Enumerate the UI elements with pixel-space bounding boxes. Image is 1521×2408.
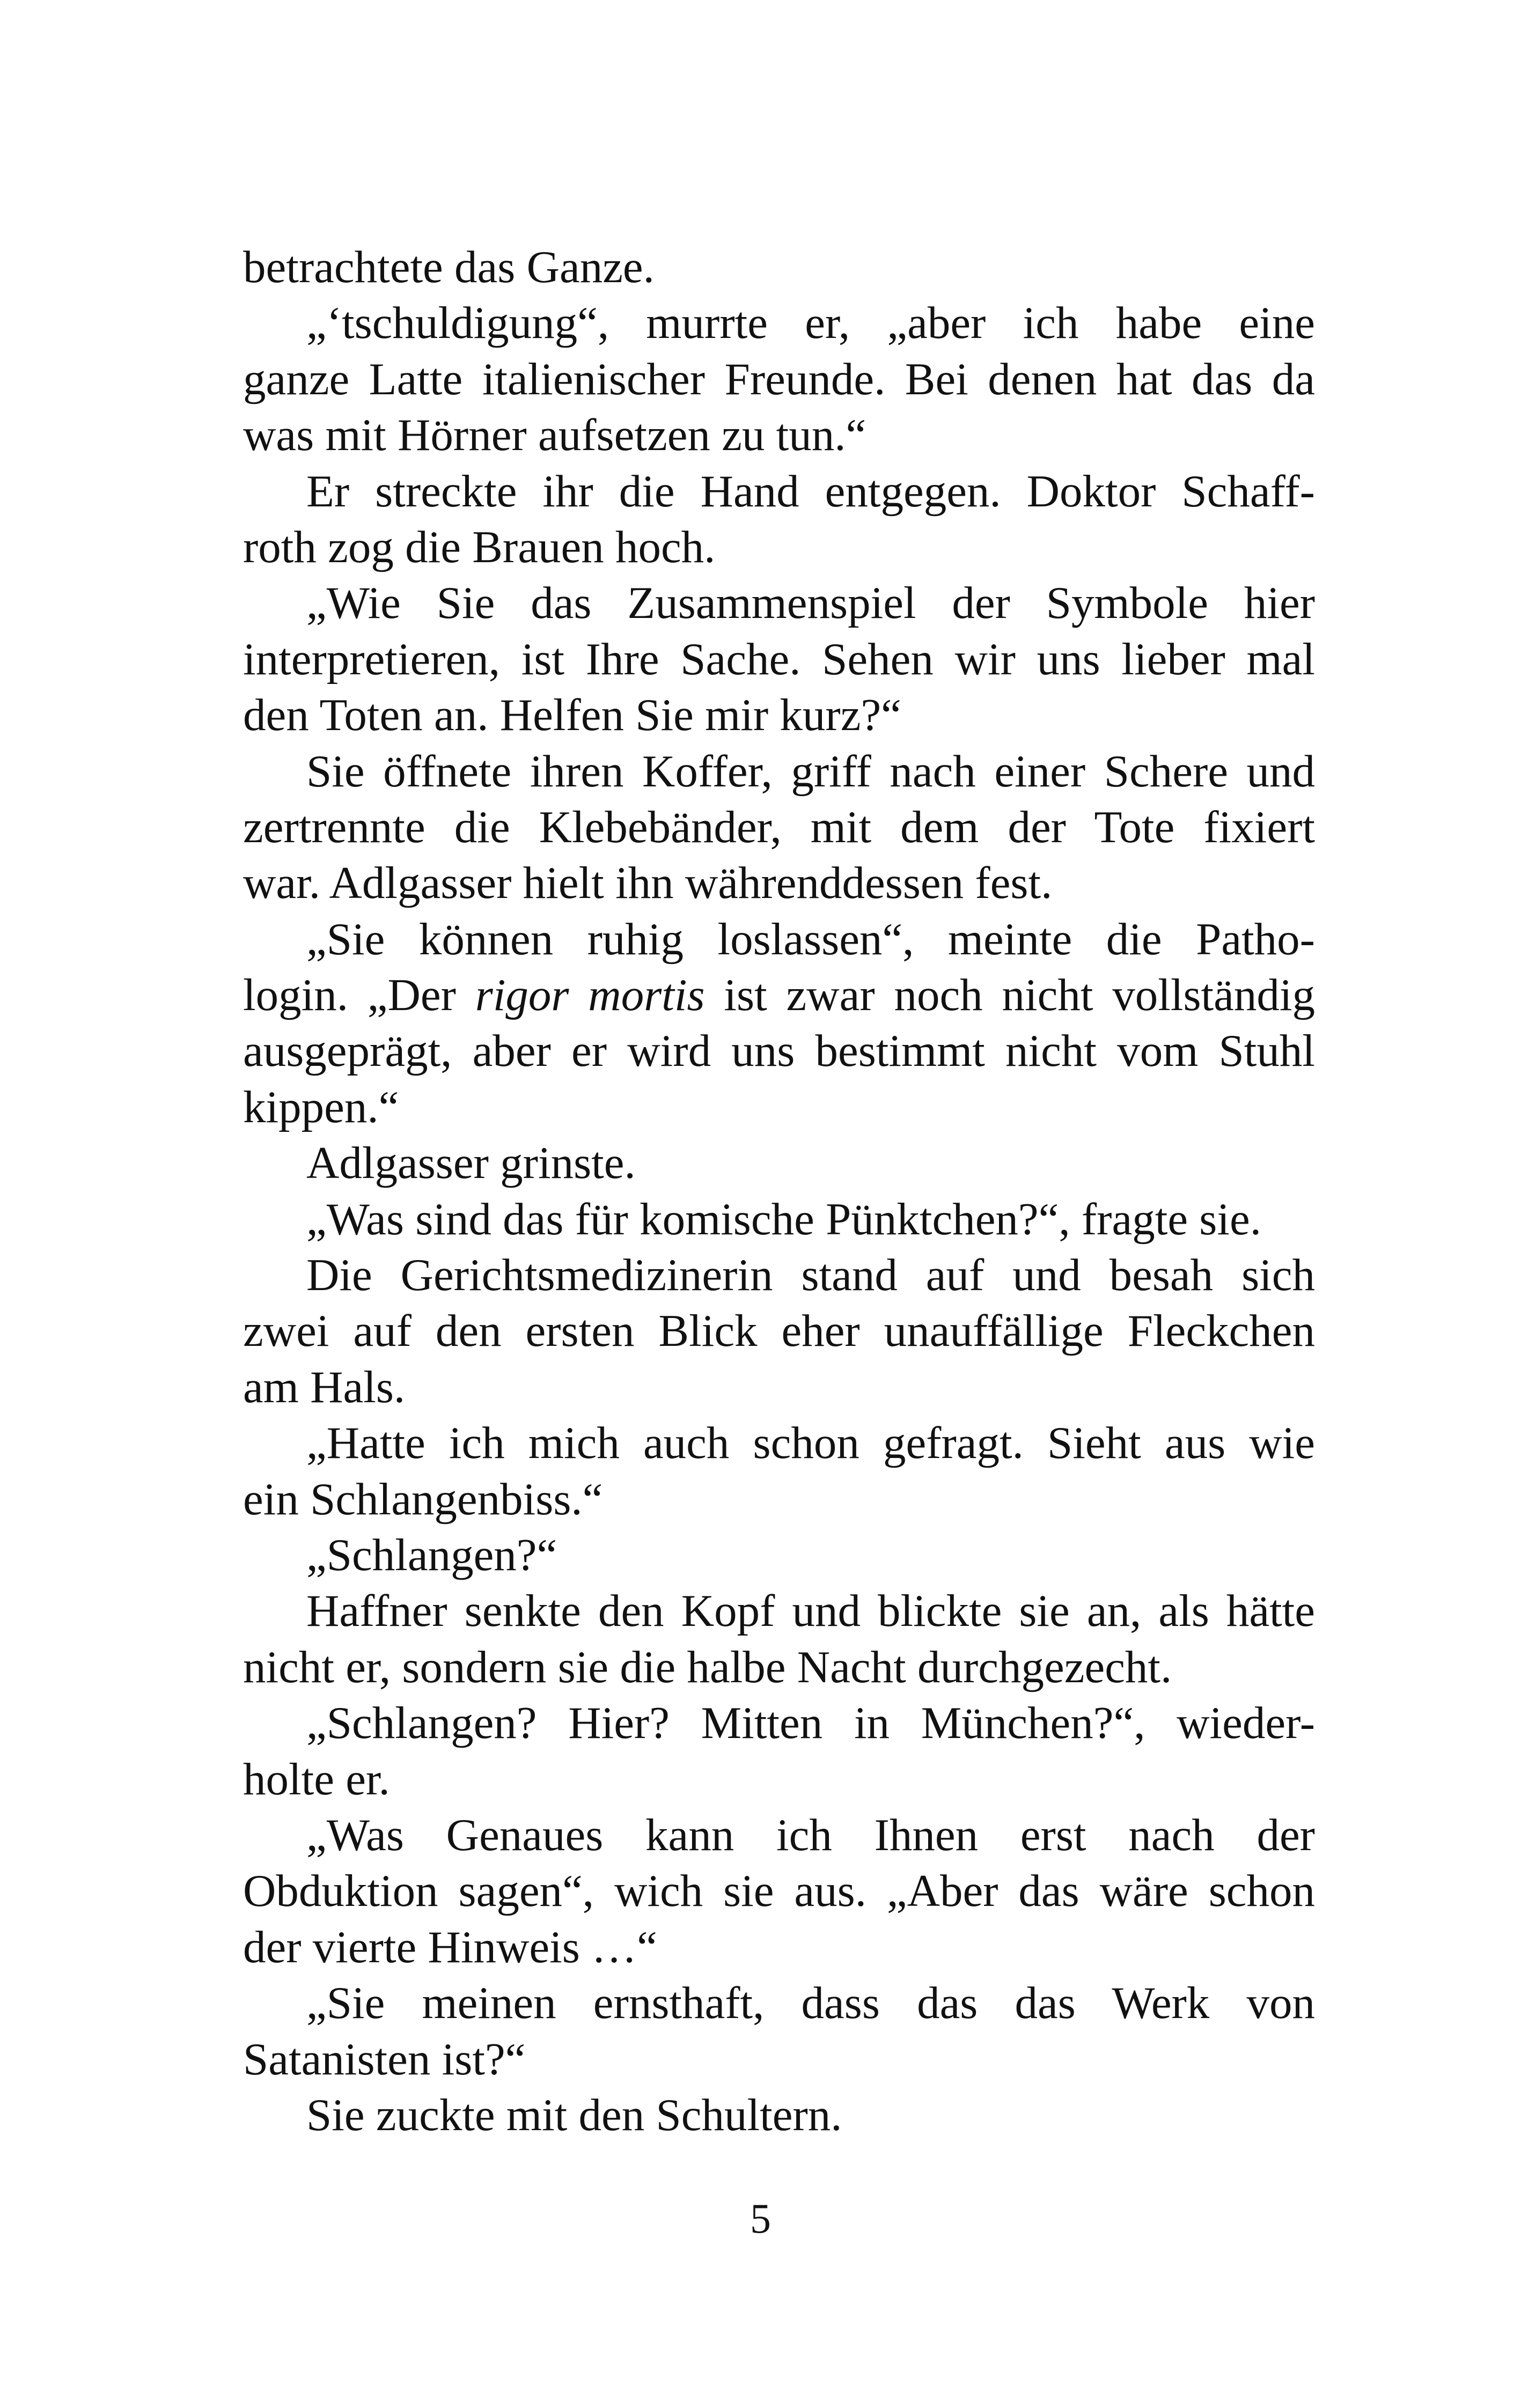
book-page-text bbox=[243, 239, 1315, 2143]
italic-term: rigor mortis bbox=[475, 970, 705, 1021]
text-line: ausgeprägt, aber er wird uns bestimmt nicht vom Stuhl bbox=[243, 1026, 1315, 1077]
text-line: „Sie können ruhig loslassen“, meinte die Patho- bbox=[306, 914, 1315, 964]
text-line: nicht er, sondern sie die halbe Nacht durchgezecht. bbox=[243, 1641, 1172, 1692]
text-line: betrachtete das Ganze. bbox=[243, 242, 655, 292]
text-line: war. Adlgasser hielt ihn währenddessen fest. bbox=[243, 858, 1053, 909]
text-line: am Hals. bbox=[243, 1361, 406, 1412]
text-line: „‘tschuldigung“, murrte er, „aber ich habe eine bbox=[306, 298, 1315, 349]
text-segment: login. „Der bbox=[243, 970, 475, 1021]
text-line: „Was sind das für komische Pünktchen?“, fragte sie. bbox=[306, 1194, 1261, 1244]
text-line: ganze Latte italienischer Freunde. Bei denen hat das da bbox=[243, 354, 1315, 404]
text-line: „Hatte ich mich auch schon gefragt. Sieht aus wie bbox=[306, 1418, 1315, 1469]
text-line: zwei auf den ersten Blick eher unauffällige Fleckchen bbox=[243, 1306, 1315, 1357]
text-line: Die Gerichtsmedizinerin stand auf und besah sich bbox=[306, 1250, 1315, 1301]
text-line: zertrennte die Klebebänder, mit dem der Tote fixiert bbox=[243, 801, 1315, 852]
page-number: 5 bbox=[750, 2195, 771, 2242]
text-line: Adlgasser grinste. bbox=[306, 1138, 636, 1189]
text-line: interpretieren, ist Ihre Sache. Sehen wir uns lieber mal bbox=[243, 634, 1315, 684]
text-line: Sie zuckte mit den Schultern. bbox=[306, 2089, 842, 2140]
text-segment: ist zwar noch nicht vollständig bbox=[704, 970, 1315, 1021]
text-line: der vierte Hinweis …“ bbox=[243, 1921, 657, 1972]
text-line: was mit Hörner aufsetzen zu tun.“ bbox=[243, 410, 866, 461]
text-line: Er streckte ihr die Hand entgegen. Doktor Schaff- bbox=[306, 466, 1315, 517]
text-line: Sie öffnete ihren Koffer, griff nach einer Schere und bbox=[306, 746, 1315, 797]
text-line: ein Schlangenbiss.“ bbox=[243, 1474, 603, 1525]
text-line: den Toten an. Helfen Sie mir kurz?“ bbox=[243, 690, 901, 741]
text-line: holte er. bbox=[243, 1754, 390, 1805]
text-line: „Sie meinen ernsthaft, dass das das Werk von bbox=[306, 1978, 1315, 2029]
text-line: roth zog die Brauen hoch. bbox=[243, 521, 716, 572]
text-line: Haffner senkte den Kopf und blickte sie an, als hätte bbox=[306, 1586, 1315, 1637]
text-line: Satanisten ist?“ bbox=[243, 2034, 526, 2085]
text-line-with-italic bbox=[243, 967, 1315, 1023]
text-line: „Was Genaues kann ich Ihnen erst nach der bbox=[306, 1809, 1315, 1860]
text-line: Obduktion sagen“, wich sie aus. „Aber das wäre schon bbox=[243, 1866, 1315, 1917]
text-line: „Schlangen? Hier? Mitten in München?“, wieder- bbox=[306, 1698, 1315, 1749]
text-line: „Wie Sie das Zusammenspiel der Symbole hier bbox=[306, 578, 1315, 629]
text-line: kippen.“ bbox=[243, 1081, 399, 1132]
text-line: „Schlangen?“ bbox=[306, 1529, 557, 1580]
